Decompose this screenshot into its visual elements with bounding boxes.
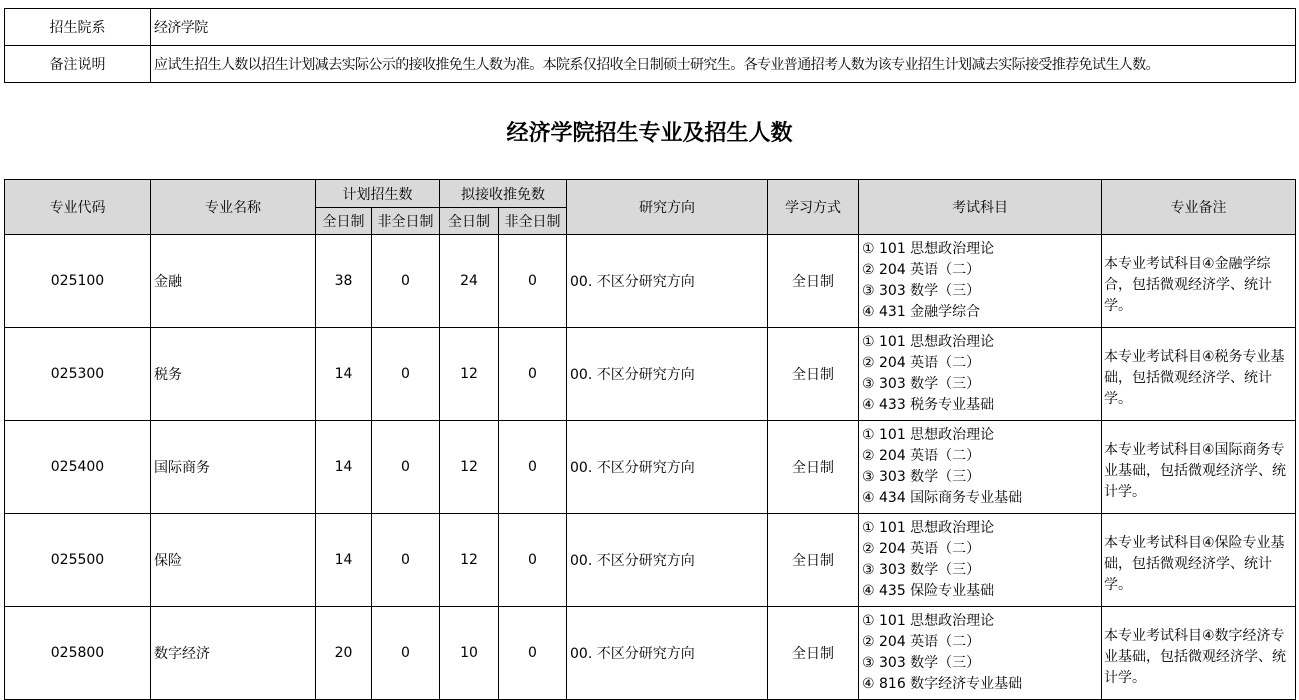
dept-value: 经济学院 (151, 9, 1296, 46)
exam-subject: ③ 303 数学（三） (862, 469, 981, 485)
exam-subject: ② 204 英语（二） (862, 355, 981, 371)
research-direction: 00. 不区分研究方向 (567, 421, 768, 514)
exam-subjects (859, 607, 1102, 700)
plan-full-count: 14 (316, 514, 372, 607)
major-code: 025100 (5, 235, 151, 328)
research-direction: 00. 不区分研究方向 (567, 607, 768, 700)
exam-subject: ④ 434 国际商务专业基础 (862, 490, 1023, 506)
rec-part-count: 0 (499, 514, 567, 607)
major-code: 025800 (5, 607, 151, 700)
header-plan: 计划招生数 (316, 180, 440, 208)
major-code: 025500 (5, 514, 151, 607)
exam-subjects (859, 514, 1102, 607)
table-row (5, 514, 1296, 607)
major-name: 数字经济 (151, 607, 316, 700)
note-label: 备注说明 (5, 46, 151, 83)
study-mode: 全日制 (768, 235, 859, 328)
plan-part-count: 0 (372, 607, 440, 700)
header-subjects: 考试科目 (859, 180, 1102, 235)
major-table (4, 179, 1296, 700)
header-recommend: 拟接收推免数 (440, 180, 567, 208)
research-direction: 00. 不区分研究方向 (567, 235, 768, 328)
header-plan-full: 全日制 (316, 208, 372, 235)
plan-full-count: 14 (316, 421, 372, 514)
rec-full-count: 12 (440, 328, 499, 421)
plan-full-count: 14 (316, 328, 372, 421)
info-table (4, 8, 1296, 83)
exam-subject: ① 101 思想政治理论 (862, 334, 995, 350)
major-name: 保险 (151, 514, 316, 607)
major-remark: 本专业考试科目④数字经济专业基础，包括微观经济学、统计学。 (1102, 607, 1296, 700)
rec-full-count: 10 (440, 607, 499, 700)
major-code: 025400 (5, 421, 151, 514)
exam-subject: ③ 303 数学（三） (862, 562, 981, 578)
page-title: 经济学院招生专业及招生人数 (506, 121, 793, 146)
exam-subject: ③ 303 数学（三） (862, 283, 981, 299)
exam-subject: ① 101 思想政治理论 (862, 241, 995, 257)
rec-full-count: 12 (440, 514, 499, 607)
major-remark: 本专业考试科目④税务专业基础，包括微观经济学、统计学。 (1102, 328, 1296, 421)
major-remark: 本专业考试科目④金融学综合，包括微观经济学、统计学。 (1102, 235, 1296, 328)
exam-subject: ② 204 英语（二） (862, 634, 981, 650)
exam-subject: ④ 435 保险专业基础 (862, 583, 995, 599)
rec-part-count: 0 (499, 421, 567, 514)
study-mode: 全日制 (768, 607, 859, 700)
exam-subject: ② 204 英语（二） (862, 262, 981, 278)
header-row (5, 180, 1296, 208)
rec-part-count: 0 (499, 607, 567, 700)
plan-part-count: 0 (372, 328, 440, 421)
study-mode: 全日制 (768, 421, 859, 514)
major-name: 金融 (151, 235, 316, 328)
table-row (5, 328, 1296, 421)
exam-subject: ④ 816 数字经济专业基础 (862, 676, 1023, 692)
exam-subject: ① 101 思想政治理论 (862, 520, 995, 536)
table-row (5, 421, 1296, 514)
header-mode: 学习方式 (768, 180, 859, 235)
rec-part-count: 0 (499, 235, 567, 328)
header-direction: 研究方向 (567, 180, 768, 235)
table-row (5, 235, 1296, 328)
info-row-dept (5, 9, 1296, 46)
major-remark: 本专业考试科目④国际商务专业基础，包括微观经济学、统计学。 (1102, 421, 1296, 514)
major-name: 国际商务 (151, 421, 316, 514)
exam-subject: ④ 433 税务专业基础 (862, 397, 995, 413)
plan-part-count: 0 (372, 514, 440, 607)
info-row-note (5, 46, 1296, 83)
exam-subject: ② 204 英语（二） (862, 541, 981, 557)
rec-full-count: 24 (440, 235, 499, 328)
exam-subject: ③ 303 数学（三） (862, 376, 981, 392)
major-table-body (5, 235, 1296, 700)
header-rec-full: 全日制 (440, 208, 499, 235)
rec-full-count: 12 (440, 421, 499, 514)
exam-subjects (859, 235, 1102, 328)
header-remark: 专业备注 (1102, 180, 1296, 235)
exam-subject: ④ 431 金融学综合 (862, 304, 981, 320)
dept-label: 招生院系 (5, 9, 151, 46)
plan-full-count: 38 (316, 235, 372, 328)
header-name: 专业名称 (151, 180, 316, 235)
plan-part-count: 0 (372, 421, 440, 514)
header-plan-part: 非全日制 (372, 208, 440, 235)
major-code: 025300 (5, 328, 151, 421)
major-remark: 本专业考试科目④保险专业基础，包括微观经济学、统计学。 (1102, 514, 1296, 607)
exam-subjects (859, 421, 1102, 514)
exam-subject: ② 204 英语（二） (862, 448, 981, 464)
exam-subject: ① 101 思想政治理论 (862, 613, 995, 629)
table-row (5, 607, 1296, 700)
study-mode: 全日制 (768, 328, 859, 421)
exam-subject: ③ 303 数学（三） (862, 655, 981, 671)
rec-part-count: 0 (499, 328, 567, 421)
research-direction: 00. 不区分研究方向 (567, 328, 768, 421)
study-mode: 全日制 (768, 514, 859, 607)
exam-subject: ① 101 思想政治理论 (862, 427, 995, 443)
header-rec-part: 非全日制 (499, 208, 567, 235)
plan-part-count: 0 (372, 235, 440, 328)
exam-subjects (859, 328, 1102, 421)
major-name: 税务 (151, 328, 316, 421)
note-value: 应试生招生人数以招生计划减去实际公示的接收推免生人数为准。本院系仅招收全日制硕士研究生。各专业普通招考人数为该专业招生计划减去实际接受推荐免试生人数。 (151, 46, 1296, 83)
plan-full-count: 20 (316, 607, 372, 700)
header-code: 专业代码 (5, 180, 151, 235)
research-direction: 00. 不区分研究方向 (567, 514, 768, 607)
